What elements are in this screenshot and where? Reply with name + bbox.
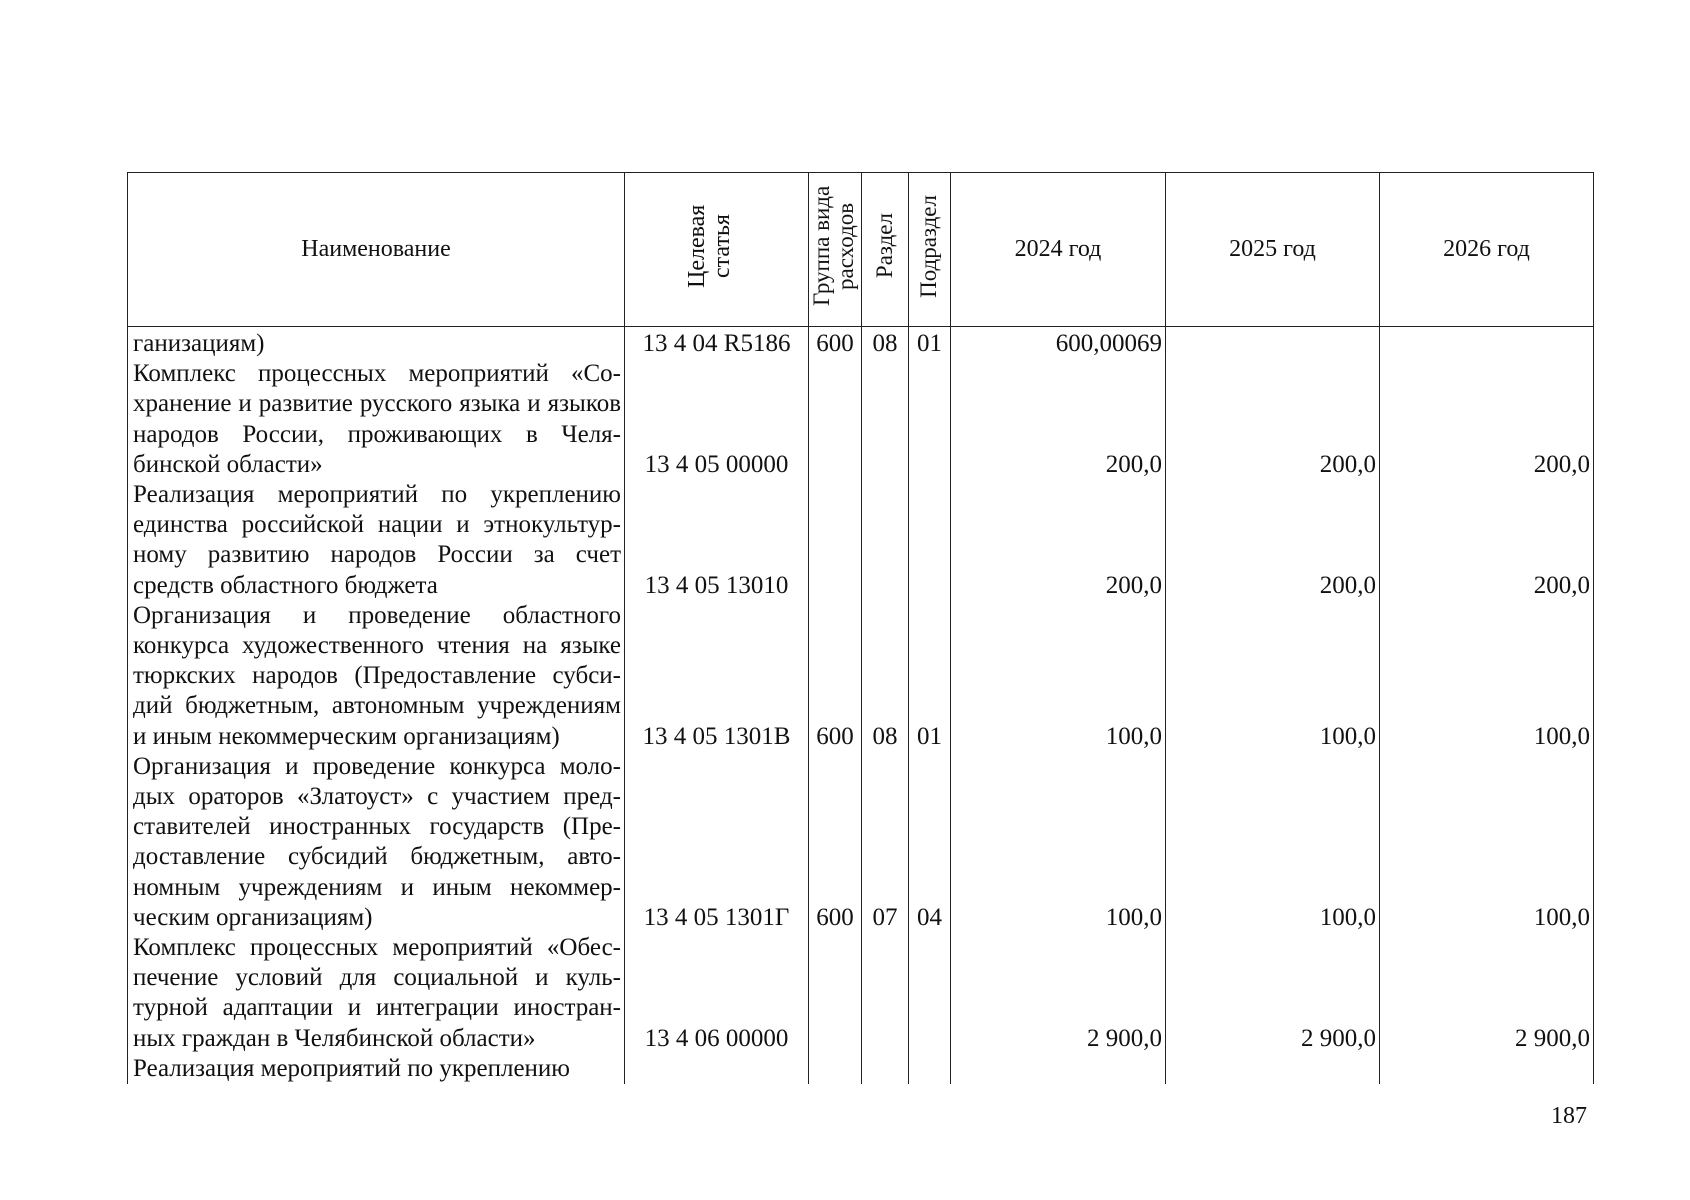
row-section: 08 — [862, 601, 909, 752]
table-row — [128, 1054, 1594, 1084]
row-subsection — [909, 933, 951, 1054]
row-target: 13 4 05 13010 — [625, 480, 809, 601]
table-row — [128, 327, 1594, 360]
row-target: 13 4 05 1301Г — [625, 752, 809, 933]
row-2026: 100,0 — [1380, 752, 1594, 933]
header-2025: 2025 год — [1166, 173, 1380, 327]
row-target: 13 4 06 00000 — [625, 933, 809, 1054]
row-group — [809, 933, 862, 1054]
row-subsection — [909, 359, 951, 480]
row-2024: 100,0 — [951, 752, 1166, 933]
header-2024: 2024 год — [951, 173, 1166, 327]
row-subsection: 04 — [909, 752, 951, 933]
budget-table — [127, 172, 1594, 1084]
row-2025 — [1166, 327, 1380, 360]
row-subsection: 01 — [909, 327, 951, 360]
header-subsection: Подраздел — [909, 173, 951, 327]
header-target: Целевая статья — [625, 173, 809, 327]
row-2025 — [1166, 1054, 1380, 1084]
row-target — [625, 1054, 809, 1084]
row-section — [862, 933, 909, 1054]
row-name: Реализация мероприятий по укреплению — [128, 1054, 625, 1084]
row-group: 600 — [809, 327, 862, 360]
row-2024: 600,00069 — [951, 327, 1166, 360]
row-2025: 200,0 — [1166, 359, 1380, 480]
page-number: 187 — [1551, 1103, 1587, 1129]
row-2026: 200,0 — [1380, 480, 1594, 601]
row-subsection: 01 — [909, 601, 951, 752]
header-name: Наименование — [128, 173, 625, 327]
row-name: ганизациям) — [128, 327, 625, 360]
row-name: Организация и проведение конкурса молодых ораторов «Златоуст» с участием представителей иностранных государств (Предоставление субсидий бюджетным, автономным учреждениям и иным некоммерческим организациям) — [128, 752, 625, 933]
header-section: Раздел — [862, 173, 909, 327]
row-name: Организация и проведение областного конкурса художественного чтения на языке тюркских народов (Предоставление субсидий бюджетным, автономным учреждениям и иным некоммерческим организациям) — [128, 601, 625, 752]
row-group — [809, 1054, 862, 1084]
table-header — [128, 173, 1594, 327]
row-group: 600 — [809, 601, 862, 752]
row-section — [862, 480, 909, 601]
row-2024 — [951, 1054, 1166, 1084]
row-target: 13 4 05 1301В — [625, 601, 809, 752]
table-body — [128, 327, 1594, 1085]
row-2025: 100,0 — [1166, 752, 1380, 933]
table-row — [128, 359, 1594, 480]
header-2026: 2026 год — [1380, 173, 1594, 327]
header-group: Группа вида расходов — [809, 173, 862, 327]
table-row — [128, 480, 1594, 601]
row-group — [809, 359, 862, 480]
row-2026: 200,0 — [1380, 359, 1594, 480]
table-row — [128, 933, 1594, 1054]
row-section: 08 — [862, 327, 909, 360]
row-2026 — [1380, 1054, 1594, 1084]
row-target: 13 4 05 00000 — [625, 359, 809, 480]
row-2026: 100,0 — [1380, 601, 1594, 752]
row-section: 07 — [862, 752, 909, 933]
row-2025: 200,0 — [1166, 480, 1380, 601]
row-2025: 100,0 — [1166, 601, 1380, 752]
table-row — [128, 601, 1594, 752]
table-row — [128, 752, 1594, 933]
row-section — [862, 359, 909, 480]
row-group: 600 — [809, 752, 862, 933]
row-name: Комплекс процессных мероприятий «Обеспечение условий для социальной и культурной адаптации и интеграции иностранных граждан в Челябинской области» — [128, 933, 625, 1054]
row-section — [862, 1054, 909, 1084]
row-name: Реализация мероприятий по укреплению единства российской нации и этнокультурному развитию народов России за счет средств областного бюджета — [128, 480, 625, 601]
row-2024: 2 900,0 — [951, 933, 1166, 1054]
row-name: Комплекс процессных мероприятий «Сохранение и развитие русского языка и языков народов России, проживающих в Челябинской области» — [128, 359, 625, 480]
row-target: 13 4 04 R5186 — [625, 327, 809, 360]
row-2024: 200,0 — [951, 480, 1166, 601]
row-subsection — [909, 1054, 951, 1084]
row-2026: 2 900,0 — [1380, 933, 1594, 1054]
row-2025: 2 900,0 — [1166, 933, 1380, 1054]
row-2024: 100,0 — [951, 601, 1166, 752]
row-2026 — [1380, 327, 1594, 360]
row-group — [809, 480, 862, 601]
row-subsection — [909, 480, 951, 601]
row-2024: 200,0 — [951, 359, 1166, 480]
